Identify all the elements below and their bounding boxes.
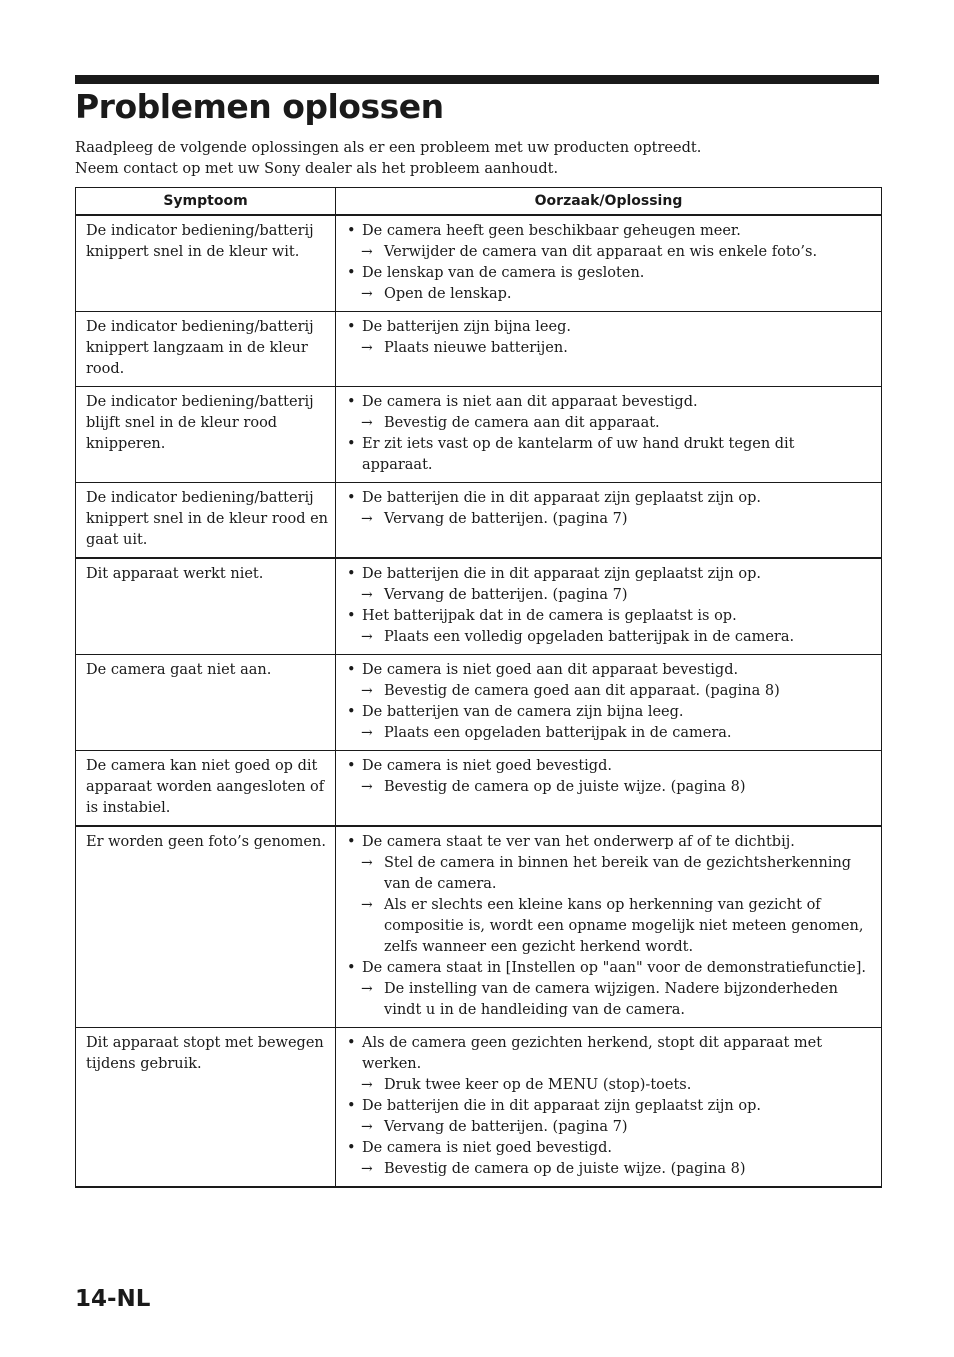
cause-text: Er zit iets vast op de kantelarm of uw hand drukt tegen dit apparaat. xyxy=(362,436,795,473)
fix-item xyxy=(346,284,869,305)
arrow-right-icon: → xyxy=(361,725,373,741)
intro-line: Raadpleeg de volgende oplossingen als er een probleem met uw producten optreedt. xyxy=(75,140,702,156)
arrow-right-icon: → xyxy=(361,779,373,795)
fix-text: Stel de camera in binnen het bereik van de gezichtsherkenning van de camera. xyxy=(384,855,852,892)
cause-item xyxy=(346,958,869,979)
cause-item xyxy=(346,1033,869,1075)
symptom-cell: Er worden geen foto’s genomen. xyxy=(76,826,336,1028)
fix-text: Bevestig de camera op de juiste wijze. (pagina 8) xyxy=(384,779,746,795)
symptom-cell: De indicator bediening/batterij knippert snel in de kleur rood en gaat uit. xyxy=(76,483,336,559)
page-title: Problemen oplossen xyxy=(75,87,444,126)
table-row xyxy=(76,558,882,655)
fix-item xyxy=(346,979,869,1021)
fix-text: Druk twee keer op de MENU (stop)-toets. xyxy=(384,1077,692,1093)
cause-item xyxy=(346,1138,869,1159)
fix-item xyxy=(346,1117,869,1138)
cause-text: De batterijen die in dit apparaat zijn geplaatst zijn op. xyxy=(362,1098,761,1114)
solution-cell xyxy=(336,312,882,387)
cause-item xyxy=(346,564,869,585)
solution-cell xyxy=(336,483,882,559)
arrow-right-icon: → xyxy=(361,981,373,997)
fix-item xyxy=(346,413,869,434)
arrow-right-icon: → xyxy=(361,587,373,603)
bullet-icon: • xyxy=(347,394,356,410)
arrow-right-icon: → xyxy=(361,244,373,260)
cause-text: De batterijen zijn bijna leeg. xyxy=(362,319,571,335)
cause-item xyxy=(346,392,869,413)
cause-item xyxy=(346,606,869,627)
arrow-right-icon: → xyxy=(361,1077,373,1093)
symptom-cell: De indicator bediening/batterij knippert langzaam in de kleur rood. xyxy=(76,312,336,387)
bullet-icon: • xyxy=(347,1098,356,1114)
cause-item xyxy=(346,756,869,777)
fix-text: Plaats nieuwe batterijen. xyxy=(384,340,568,356)
cause-text: De camera staat in [Instellen op "aan" voor de demonstratiefunctie]. xyxy=(362,960,866,976)
bullet-icon: • xyxy=(347,608,356,624)
symptom-cell: De indicator bediening/batterij blijft snel in de kleur rood knipperen. xyxy=(76,387,336,483)
table-row xyxy=(76,751,882,827)
table-body xyxy=(76,215,882,1187)
solution-cell xyxy=(336,655,882,751)
fix-item xyxy=(346,509,869,530)
bullet-icon: • xyxy=(347,319,356,335)
arrow-right-icon: → xyxy=(361,1119,373,1135)
fix-item xyxy=(346,723,869,744)
fix-text: Vervang de batterijen. (pagina 7) xyxy=(384,511,628,527)
cause-item xyxy=(346,434,869,476)
fix-item xyxy=(346,338,869,359)
bullet-icon: • xyxy=(347,566,356,582)
bullet-icon: • xyxy=(347,1035,356,1051)
arrow-right-icon: → xyxy=(361,511,373,527)
bullet-icon: • xyxy=(347,223,356,239)
fix-item xyxy=(346,777,869,798)
bullet-icon: • xyxy=(347,704,356,720)
intro-text xyxy=(75,138,875,180)
cause-text: De camera staat te ver van het onderwerp af of te dichtbij. xyxy=(362,834,795,850)
symptom-cell: De camera kan niet goed op dit apparaat worden aangesloten of is instabiel. xyxy=(76,751,336,827)
fix-item xyxy=(346,627,869,648)
table-header-row xyxy=(76,188,882,216)
table-row xyxy=(76,655,882,751)
bullet-icon: • xyxy=(347,436,356,452)
fix-text: Bevestig de camera aan dit apparaat. xyxy=(384,415,660,431)
bullet-icon: • xyxy=(347,265,356,281)
bullet-icon: • xyxy=(347,834,356,850)
cause-text: De batterijen van de camera zijn bijna leeg. xyxy=(362,704,684,720)
arrow-right-icon: → xyxy=(361,897,373,913)
fix-text: Vervang de batterijen. (pagina 7) xyxy=(384,587,628,603)
arrow-right-icon: → xyxy=(361,855,373,871)
cause-item xyxy=(346,263,869,284)
cause-item xyxy=(346,702,869,723)
cause-text: De camera is niet aan dit apparaat bevestigd. xyxy=(362,394,698,410)
symptom-cell: De indicator bediening/batterij knippert snel in de kleur wit. xyxy=(76,215,336,312)
solution-cell xyxy=(336,751,882,827)
fix-item xyxy=(346,895,869,958)
bullet-icon: • xyxy=(347,490,356,506)
intro-line: Neem contact op met uw Sony dealer als het probleem aanhoudt. xyxy=(75,161,559,177)
top-rule xyxy=(75,75,879,84)
arrow-right-icon: → xyxy=(361,1161,373,1177)
fix-text: Plaats een opgeladen batterijpak in de camera. xyxy=(384,725,732,741)
solution-cell xyxy=(336,558,882,655)
table-row xyxy=(76,483,882,559)
table-row xyxy=(76,387,882,483)
table-row xyxy=(76,312,882,387)
bullet-icon: • xyxy=(347,758,356,774)
table-row xyxy=(76,215,882,312)
cause-item xyxy=(346,488,869,509)
fix-text: Bevestig de camera goed aan dit apparaat. (pagina 8) xyxy=(384,683,780,699)
bullet-icon: • xyxy=(347,662,356,678)
cause-text: De lenskap van de camera is gesloten. xyxy=(362,265,645,281)
fix-text: Verwijder de camera van dit apparaat en wis enkele foto’s. xyxy=(384,244,818,260)
fix-text: Vervang de batterijen. (pagina 7) xyxy=(384,1119,628,1135)
cause-text: De camera heeft geen beschikbaar geheugen meer. xyxy=(362,223,741,239)
arrow-right-icon: → xyxy=(361,629,373,645)
fix-item xyxy=(346,1159,869,1180)
fix-item xyxy=(346,853,869,895)
fix-item xyxy=(346,585,869,606)
cause-text: Als de camera geen gezichten herkend, stopt dit apparaat met werken. xyxy=(362,1035,823,1072)
bullet-icon: • xyxy=(347,960,356,976)
fix-text: Plaats een volledig opgeladen batterijpak in de camera. xyxy=(384,629,795,645)
cause-item xyxy=(346,832,869,853)
arrow-right-icon: → xyxy=(361,683,373,699)
arrow-right-icon: → xyxy=(361,286,373,302)
arrow-right-icon: → xyxy=(361,340,373,356)
arrow-right-icon: → xyxy=(361,415,373,431)
cause-item xyxy=(346,1096,869,1117)
troubleshooting-table xyxy=(75,187,882,1188)
symptom-cell: De camera gaat niet aan. xyxy=(76,655,336,751)
cause-text: De batterijen die in dit apparaat zijn geplaatst zijn op. xyxy=(362,566,761,582)
solution-cell xyxy=(336,1028,882,1188)
cause-item xyxy=(346,221,869,242)
bullet-icon: • xyxy=(347,1140,356,1156)
solution-cell xyxy=(336,215,882,312)
table-row xyxy=(76,1028,882,1188)
fix-item xyxy=(346,681,869,702)
cause-text: Het batterijpak dat in de camera is geplaatst is op. xyxy=(362,608,737,624)
fix-text: Als er slechts een kleine kans op herkenning van gezicht of compositie is, wordt een opname mogelijk niet meteen genomen, zelfs wanneer een gezicht herkend wordt. xyxy=(384,897,864,955)
fix-text: Open de lenskap. xyxy=(384,286,512,302)
solution-cell xyxy=(336,826,882,1028)
cause-item xyxy=(346,660,869,681)
cause-text: De camera is niet goed aan dit apparaat bevestigd. xyxy=(362,662,739,678)
symptom-cell: Dit apparaat stopt met bewegen tijdens gebruik. xyxy=(76,1028,336,1188)
fix-item xyxy=(346,242,869,263)
header-symptom: Symptoom xyxy=(76,188,336,216)
page-number: 14-NL xyxy=(75,1286,151,1312)
cause-text: De camera is niet goed bevestigd. xyxy=(362,758,612,774)
fix-item xyxy=(346,1075,869,1096)
cause-text: De camera is niet goed bevestigd. xyxy=(362,1140,612,1156)
header-solution: Oorzaak/Oplossing xyxy=(336,188,882,216)
fix-text: De instelling van de camera wijzigen. Nadere bijzonderheden vindt u in de handleiding van de camera. xyxy=(384,981,838,1018)
cause-item xyxy=(346,317,869,338)
fix-text: Bevestig de camera op de juiste wijze. (pagina 8) xyxy=(384,1161,746,1177)
solution-cell xyxy=(336,387,882,483)
cause-text: De batterijen die in dit apparaat zijn geplaatst zijn op. xyxy=(362,490,761,506)
symptom-cell: Dit apparaat werkt niet. xyxy=(76,558,336,655)
table-row xyxy=(76,826,882,1028)
